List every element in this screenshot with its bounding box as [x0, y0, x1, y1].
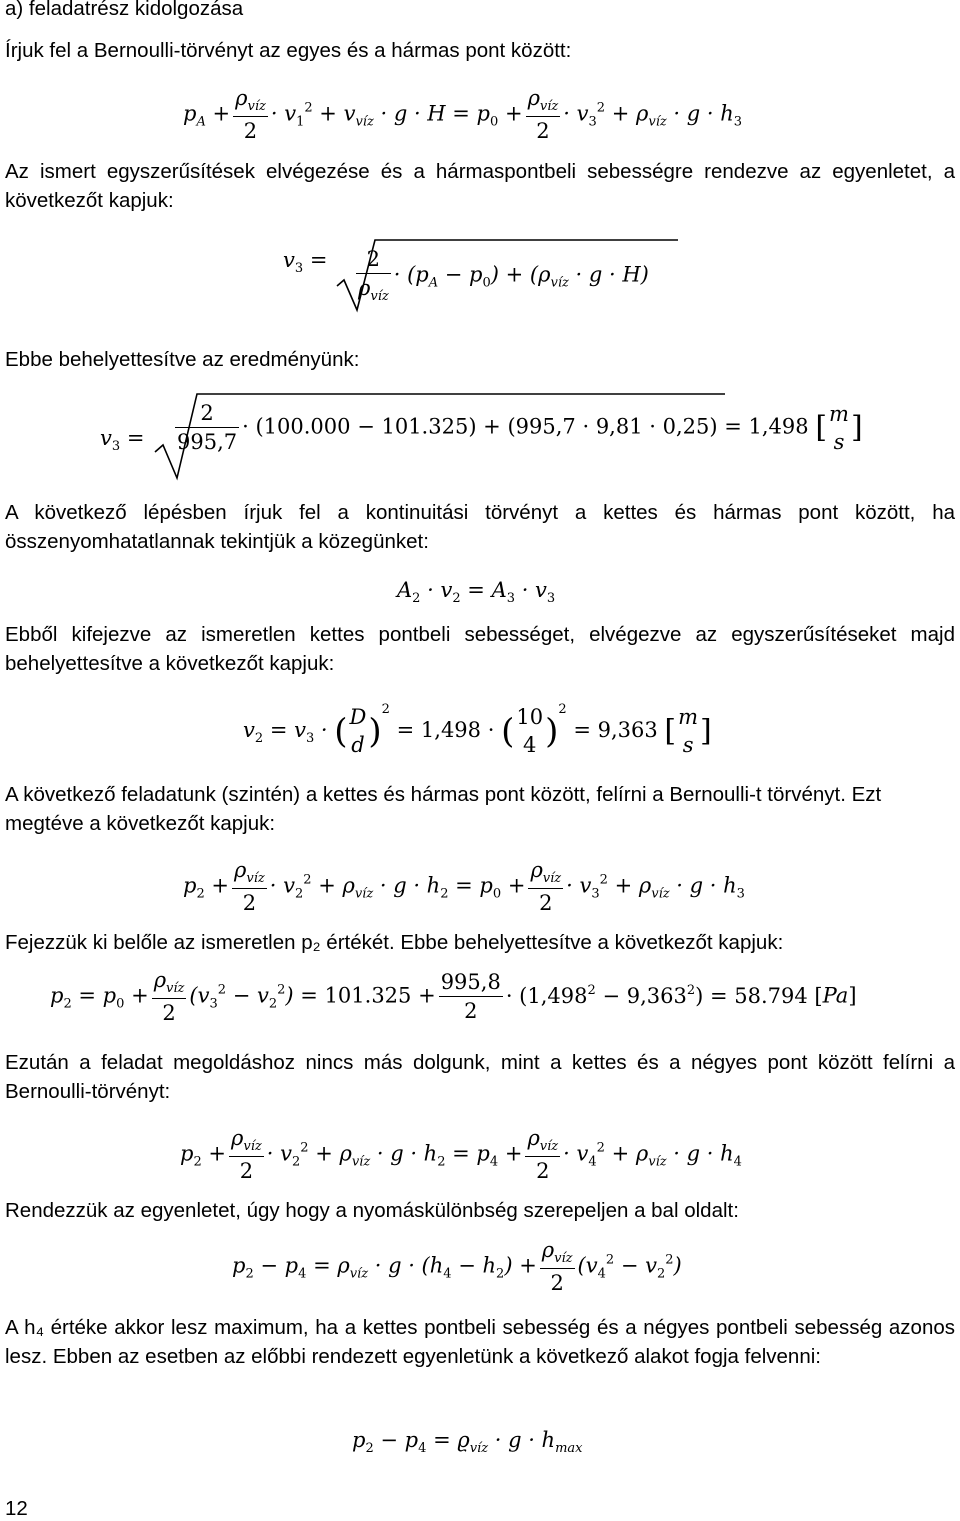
- paragraph-simplification: Az ismert egyszerűsítések elvégezése és a hármaspontbeli sebességre rendezve az egyenletet, a következőt kapjuk:: [5, 160, 955, 212]
- equation-v3-lhs: $v_3$ =: [100, 426, 145, 454]
- paragraph-bernoulli-2-3: A következő feladatunk (szintén) a kettes és hármas pont között, felírni a Bernoulli-t törvényt. Ezt megtéve a következőt kapjuk:: [5, 783, 882, 835]
- equation-v3-formula: $v_3$ =: [283, 248, 328, 276]
- equation-v3-result: $\frac{2}{995,7}$ · (100.000 − 101.325) + (995,7 · 9,81 · 0,25) = 1,498 [ m s ]: [177, 401, 863, 454]
- paragraph-p2-expression: Fejezzük ki belőle az ismeretlen p₂ értékét. Ebbe behelyettesítve a következőt kapjuk:: [5, 931, 784, 954]
- equation-bernoulli-1-3: $p_A$ + $\frac{\rho_{víz}}{2}$ · $v_1^2 + v_{víz} \cdot g \cdot H = p_0$ + $\frac{\rho_{víz}}{2}$ · $v_3^2 + \rho_{víz} \cdot g \cdot h_3$: [183, 86, 743, 143]
- paragraph-substitution: Ebbe behelyettesítve az eredményünk:: [5, 348, 360, 371]
- equation-bernoulli-2-4: $p_2$ + $\frac{\rho_{víz}}{2}$ · $v_2^2 + \rho_{víz} \cdot g \cdot h_2 = p_4$ + $\frac{\rho_{víz}}{2}$ · $v_4^2 + \rho_{víz} \cdot g \cdot h_4$: [180, 1126, 742, 1183]
- equation-pressure-difference: $p_2 - p_4 = \rho_{víz} \cdot g \cdot (h_4 - h_2)$ + $\frac{\rho_{víz}}{2}$ $(v_4^2 - v_2^2)$: [232, 1238, 682, 1295]
- paragraph-continuity: A következő lépésben írjuk fel a kontinuitási törvényt a kettes és hármas pont között, ha összenyomhatatlannak tekintjük a közegünket:: [5, 501, 955, 553]
- paragraph-bernoulli-2-4: Ezután a feladat megoldáshoz nincs más dolgunk, mint a kettes és a négyes pont között felírni a Bernoulli-törvényt:: [5, 1051, 955, 1103]
- page-number: 12: [5, 1497, 28, 1520]
- equation-hmax: $p_2 - p_4 = ϱ_{víz} \cdot g \cdot h_{max}$: [352, 1428, 583, 1456]
- equation-continuity: $A_2 \cdot v_2 = A_3 \cdot v_3$: [397, 578, 556, 606]
- paragraph-bernoulli-1-3: Írjuk fel a Bernoulli-törvényt az egyes és a hármas pont között:: [5, 39, 572, 62]
- equation-v2: $v_2 = v_3$ · ( D d )$^2$ = 1,498 · ( 10 4 )$^2$ = 9,363 [ m s ]: [243, 702, 712, 757]
- paragraph-h4-maximum: A h₄ értéke akkor lesz maximum, ha a kettes pontbeli sebesség és a négyes pontbeli sebesség azonos lesz. Ebben az esetben az előbbi rendezett egyenletünk a következő alakot fogja felvenni:: [5, 1316, 955, 1368]
- paragraph-v2-expression: Ebből kifejezve az ismeretlen kettes pontbeli sebességet, elvégezve az egyszerűsítéseket majd behelyettesítve a következőt kapjuk:: [5, 623, 955, 675]
- paragraph-rearrange: Rendezzük az egyenletet, úgy hogy a nyomáskülönbség szerepeljen a bal oldalt:: [5, 1199, 739, 1222]
- equation-bernoulli-2-3: $p_2$ + $\frac{\rho_{víz}}{2}$ · $v_2^2 + \rho_{víz} \cdot g \cdot h_2 = p_0$ + $\frac{\rho_{víz}}{2}$ · $v_3^2 + \rho_{víz} \cdot g \cdot h_3$: [183, 858, 745, 915]
- equation-v3-radicand: $\frac{2}{\rho_{víz}}$ · $(p_A - p_0) + (\rho_{víz} \cdot g \cdot H)$: [358, 247, 649, 304]
- equation-p2-result: $p_2 = p_0$ + $\frac{\rho_{víz}}{2}$ $(v_3^2 - v_2^2) = 101.325$ + $\frac{995,8}{2}$ · $(1,498^2 - 9,363^2) = 58.794$ [Pa]: [50, 968, 857, 1025]
- section-heading: a) feladatrész kidolgozása: [5, 0, 244, 20]
